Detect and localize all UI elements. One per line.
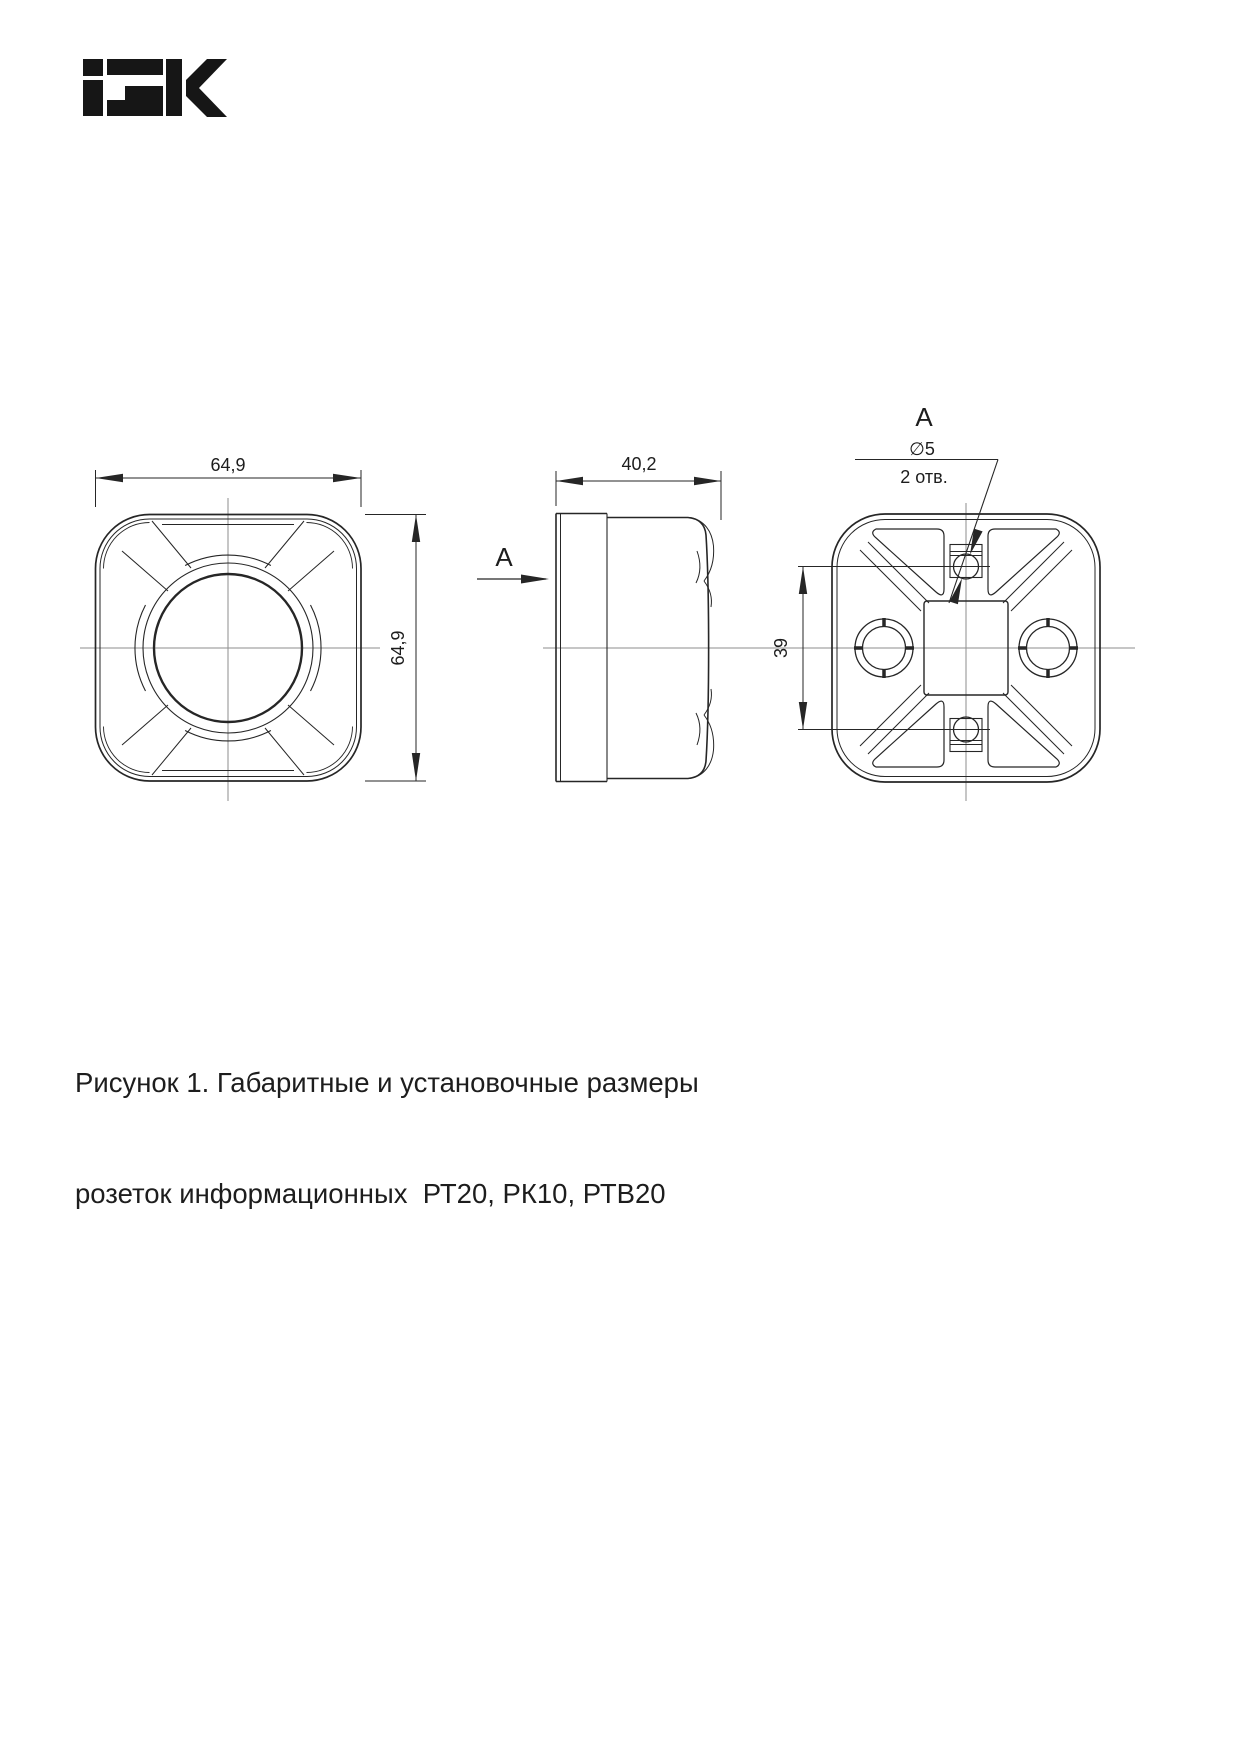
- logo-e-bottom: [107, 100, 163, 116]
- caption-line-1: Рисунок 1. Габаритные и установочные размеры: [75, 1067, 699, 1098]
- section-view-a: [771, 402, 1100, 782]
- side-view: [477, 454, 721, 782]
- logo-i-stem: [83, 80, 103, 116]
- front-view: [96, 455, 427, 781]
- rear-spacing-dim-text: 39: [771, 637, 791, 659]
- logo-e-mid: [125, 86, 163, 100]
- rear-hole-count-text: 2 отв.: [900, 467, 948, 487]
- caption-line-2: розеток информационных РТ20, РК10, РТВ20: [75, 1178, 666, 1209]
- logo-e-top: [107, 59, 163, 75]
- front-width-dim-text: 64,9: [210, 455, 246, 475]
- front-height-dim-text: 64,9: [388, 630, 408, 666]
- logo-k-chevron: [186, 59, 227, 117]
- rear-hole-diameter-text: ∅5: [909, 439, 935, 459]
- iek-logo: [83, 57, 228, 117]
- section-arrow: [477, 575, 549, 584]
- logo-i-dot: [83, 59, 103, 76]
- technical-drawing: [60, 340, 1180, 820]
- figure-caption: [75, 990, 715, 1286]
- section-arrow-label: A: [495, 542, 513, 572]
- side-depth-dimension: [556, 471, 721, 520]
- logo-k-stem: [166, 59, 182, 116]
- rear-view-label: A: [915, 402, 933, 432]
- side-depth-dim-text: 40,2: [621, 454, 657, 474]
